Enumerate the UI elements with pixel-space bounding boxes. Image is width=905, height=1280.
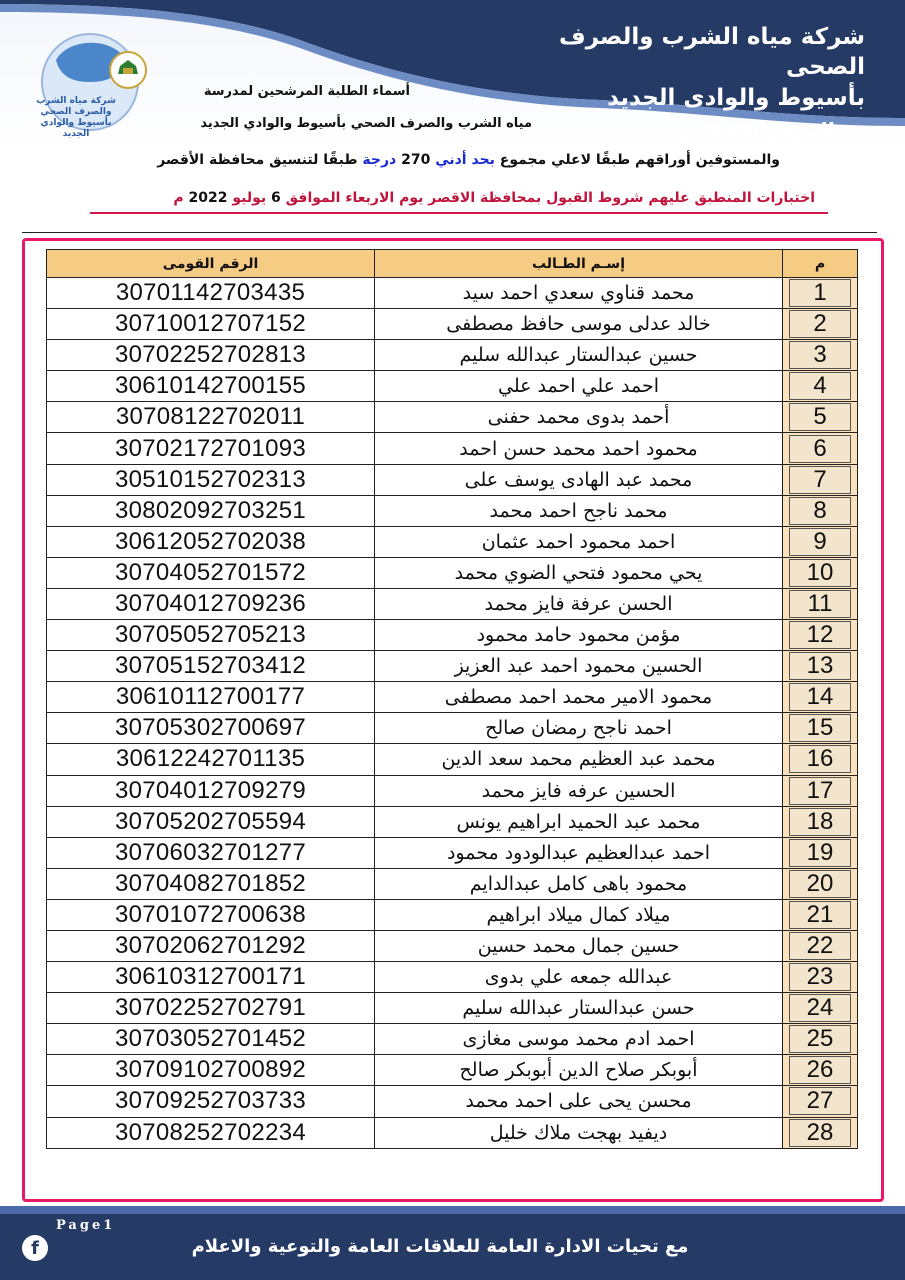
table-row (47, 309, 858, 340)
row-number: 4 (789, 372, 851, 400)
national-id-cell: 30709252703733 (47, 1086, 375, 1117)
student-name-cell: عبدالله جمعه علي بدوى (375, 962, 783, 993)
national-id-cell: 30708252702234 (47, 1117, 375, 1148)
row-number-cell (783, 868, 858, 899)
national-id-cell: 30702172701093 (47, 433, 375, 464)
row-number: 10 (789, 559, 851, 587)
row-number-cell (783, 402, 858, 433)
national-id-cell: 30708122702011 (47, 402, 375, 433)
row-number: 5 (789, 403, 851, 431)
exam-text: اختبارات المنطبق عليهم شروط القبول بمحافظة الاقصر يوم الاربعاء الموافق (285, 190, 815, 206)
national-id-cell: 30702252702791 (47, 993, 375, 1024)
row-number: 12 (789, 621, 851, 649)
header-national-id: الرقم القومى (47, 250, 375, 278)
row-number: 7 (789, 466, 851, 494)
page-label: Page1 (56, 1218, 116, 1233)
table-row (47, 744, 858, 775)
table-row (47, 899, 858, 930)
table-row (47, 371, 858, 402)
student-name-cell: الحسن عرفة فايز محمد (375, 588, 783, 619)
student-name-cell: محمد عبد الهادى يوسف على (375, 464, 783, 495)
table-row (47, 682, 858, 713)
national-id-cell: 30612052702038 (47, 526, 375, 557)
row-number-cell (783, 371, 858, 402)
row-number-cell (783, 775, 858, 806)
row-number: 1 (789, 279, 851, 307)
footer-accent (0, 1206, 905, 1214)
title-line-2: مياه الشرب والصرف الصحي بأسيوط والوادي الجديد (200, 116, 532, 131)
row-number-cell (783, 1086, 858, 1117)
row-number: 25 (789, 1025, 851, 1053)
row-number: 8 (789, 497, 851, 525)
table-row (47, 837, 858, 868)
footer-text: مع تحيات الادارة العامة للعلاقات العامة والتوعية والاعلام (191, 1236, 689, 1257)
media-center-label: المركز الإعلامي (672, 119, 835, 143)
row-number-cell (783, 278, 858, 309)
criteria-line (120, 152, 780, 168)
student-name-cell: محمد ناجح احمد محمد (375, 495, 783, 526)
row-number-cell (783, 713, 858, 744)
student-name-cell: محمود باهى كامل عبدالدايم (375, 868, 783, 899)
row-number-cell (783, 1117, 858, 1148)
table-row (47, 588, 858, 619)
row-number-cell (783, 464, 858, 495)
row-number-cell (783, 588, 858, 619)
table-row (47, 713, 858, 744)
exam-date-line (90, 190, 815, 206)
table-header-row (47, 250, 858, 278)
row-number: 20 (789, 870, 851, 898)
criteria-end: طبقًا لتنسيق محافظة الأقصر (157, 152, 358, 168)
row-number: 11 (789, 590, 851, 618)
row-number-cell (783, 930, 858, 961)
student-name-cell: احمد ادم محمد موسى مغازى (375, 1024, 783, 1055)
row-number-cell (783, 433, 858, 464)
row-number-cell (783, 682, 858, 713)
row-number-cell (783, 806, 858, 837)
table-row (47, 1117, 858, 1148)
row-number: 3 (789, 341, 851, 369)
national-id-cell: 30705302700697 (47, 713, 375, 744)
row-number: 24 (789, 994, 851, 1022)
criteria-start: والمستوفين أوراقهم طبقًا لاعلي مجموع (499, 152, 780, 168)
table-row (47, 464, 858, 495)
row-number: 9 (789, 528, 851, 556)
criteria-score: 270 (401, 152, 431, 168)
row-number-cell (783, 557, 858, 588)
row-number: 21 (789, 901, 851, 929)
company-name-block (505, 22, 865, 148)
header-number: م (783, 250, 858, 278)
national-id-cell: 30612242701135 (47, 744, 375, 775)
national-id-cell: 30802092703251 (47, 495, 375, 526)
table-row (47, 651, 858, 682)
student-name-cell: أبوبكر صلاح الدين أبوبكر صالح (375, 1055, 783, 1086)
student-name-cell: احمد عبدالعظيم عبدالودود محمود (375, 837, 783, 868)
row-number: 18 (789, 808, 851, 836)
national-id-cell: 30703052701452 (47, 1024, 375, 1055)
table-row (47, 278, 858, 309)
national-id-cell: 30704052701572 (47, 557, 375, 588)
table-row (47, 930, 858, 961)
student-name-cell: حسين جمال محمد حسين (375, 930, 783, 961)
student-name-cell: محسن يحى على احمد محمد (375, 1086, 783, 1117)
national-id-cell: 30510152702313 (47, 464, 375, 495)
table-row (47, 775, 858, 806)
student-name-cell: يحي محمود فتحي الضوي محمد (375, 557, 783, 588)
row-number: 6 (789, 435, 851, 463)
table-row (47, 993, 858, 1024)
table-row (47, 340, 858, 371)
company-line-2: بأسيوط والوادى الجديد (607, 85, 865, 111)
table-row (47, 1055, 858, 1086)
row-number: 16 (789, 745, 851, 773)
student-name-cell: حسن عبدالستار عبدالله سليم (375, 993, 783, 1024)
row-number-cell (783, 309, 858, 340)
criteria-degree-label: درجة (362, 152, 397, 168)
students-table (46, 249, 858, 1149)
national-id-cell: 30701142703435 (47, 278, 375, 309)
row-number: 14 (789, 683, 851, 711)
student-name-cell: محمود احمد محمد حسن احمد (375, 433, 783, 464)
student-name-cell: محمد قناوي سعدي احمد سيد (375, 278, 783, 309)
national-id-cell: 30705202705594 (47, 806, 375, 837)
student-name-cell: محمود الامير محمد احمد مصطفى (375, 682, 783, 713)
row-number-cell (783, 962, 858, 993)
national-id-cell: 30704012709279 (47, 775, 375, 806)
student-name-cell: أحمد بدوى محمد حفنى (375, 402, 783, 433)
row-number: 23 (789, 963, 851, 991)
national-id-cell: 30709102700892 (47, 1055, 375, 1086)
row-number-cell (783, 651, 858, 682)
row-number-cell (783, 620, 858, 651)
row-number: 28 (789, 1119, 851, 1147)
row-number-cell (783, 526, 858, 557)
national-id-cell: 30701072700638 (47, 899, 375, 930)
student-name-cell: الحسين عرفه فايز محمد (375, 775, 783, 806)
table-row (47, 806, 858, 837)
facebook-icon[interactable]: f (22, 1235, 48, 1261)
title-line-1: أسماء الطلبة المرشحين لمدرسة (203, 84, 410, 99)
student-name-cell: مؤمن محمود حامد محمود (375, 620, 783, 651)
exam-suffix: م (173, 190, 184, 206)
row-number-cell (783, 340, 858, 371)
national-id-cell: 30705052705213 (47, 620, 375, 651)
table-row (47, 868, 858, 899)
exam-year: 2022 (188, 190, 228, 206)
table-row (47, 402, 858, 433)
national-id-cell: 30610142700155 (47, 371, 375, 402)
student-name-cell: ديفيد بهجت ملاك خليل (375, 1117, 783, 1148)
red-divider (90, 212, 828, 214)
student-name-cell: احمد علي احمد علي (375, 371, 783, 402)
row-number: 27 (789, 1087, 851, 1115)
logo-caption: شركة مياه الشرب والصرف الصحي بأسيوط والوادي الجديد (36, 96, 116, 139)
row-number: 13 (789, 652, 851, 680)
student-name-cell: خالد عدلى موسى حافظ مصطفى (375, 309, 783, 340)
row-number-cell (783, 744, 858, 775)
row-number-cell (783, 1055, 858, 1086)
row-number: 22 (789, 932, 851, 960)
row-number: 2 (789, 310, 851, 338)
row-number: 15 (789, 714, 851, 742)
national-id-cell: 30610312700171 (47, 962, 375, 993)
student-name-cell: احمد ناجح رمضان صالح (375, 713, 783, 744)
row-number-cell (783, 993, 858, 1024)
national-id-cell: 30705152703412 (47, 651, 375, 682)
national-id-cell: 30702252702813 (47, 340, 375, 371)
table-row (47, 1024, 858, 1055)
company-line-1: شركة مياه الشرب والصرف الصحى (559, 24, 865, 80)
national-id-cell: 30710012707152 (47, 309, 375, 340)
table-row (47, 1086, 858, 1117)
national-id-cell: 30704082701852 (47, 868, 375, 899)
table-row (47, 526, 858, 557)
row-number: 19 (789, 839, 851, 867)
table-row (47, 433, 858, 464)
row-number-cell (783, 899, 858, 930)
student-name-cell: محمد عبد العظيم محمد سعد الدين (375, 744, 783, 775)
table-row (47, 620, 858, 651)
black-divider (22, 232, 877, 233)
row-number-cell (783, 837, 858, 868)
row-number-cell (783, 1024, 858, 1055)
national-id-cell: 30704012709236 (47, 588, 375, 619)
student-name-cell: احمد محمود احمد عثمان (375, 526, 783, 557)
table-row (47, 495, 858, 526)
row-number: 17 (789, 777, 851, 805)
table-row (47, 557, 858, 588)
exam-month: يوليو (232, 190, 267, 206)
student-name-cell: محمد عبد الحميد ابراهيم يونس (375, 806, 783, 837)
student-name-cell: حسين عبدالستار عبدالله سليم (375, 340, 783, 371)
national-id-cell: 30610112700177 (47, 682, 375, 713)
criteria-min-label: بحد أدني (435, 152, 495, 168)
row-number-cell (783, 495, 858, 526)
table-row (47, 962, 858, 993)
exam-day: 6 (271, 190, 281, 206)
student-name-cell: الحسين محمود احمد عبد العزيز (375, 651, 783, 682)
national-id-cell: 30702062701292 (47, 930, 375, 961)
national-id-cell: 30706032701277 (47, 837, 375, 868)
header-student-name: إسـم الطـالب (375, 250, 783, 278)
student-name-cell: ميلاد كمال ميلاد ابراهيم (375, 899, 783, 930)
row-number: 26 (789, 1056, 851, 1084)
